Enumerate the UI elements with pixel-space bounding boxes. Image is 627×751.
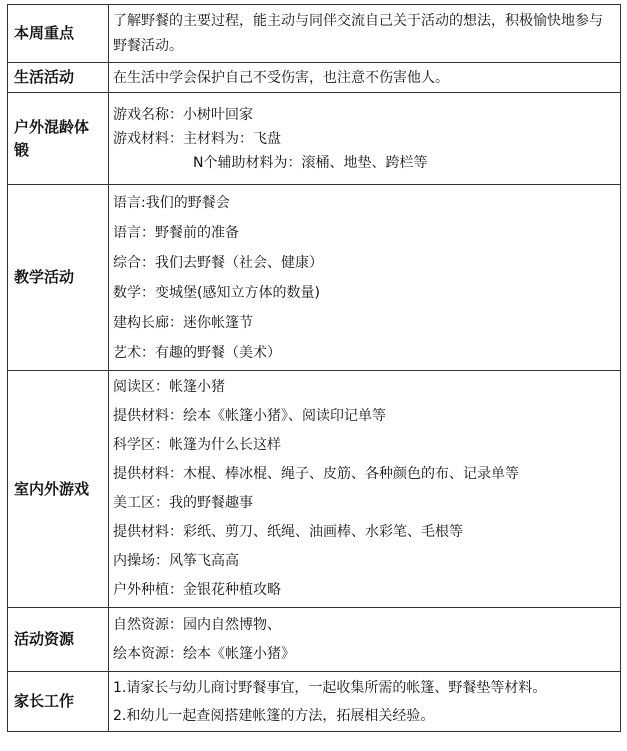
row-content bbox=[109, 608, 621, 672]
row-content bbox=[109, 185, 621, 371]
content-line: N个辅助材料为：滚桶、地垫、跨栏等 bbox=[193, 154, 428, 171]
content-line: 户外种植：金银花种植攻略 bbox=[113, 582, 281, 598]
content-line: 艺术：有趣的野餐（美术） bbox=[113, 344, 281, 361]
row-parent-work bbox=[8, 672, 621, 732]
row-outdoor-exercise bbox=[8, 93, 621, 185]
content-line: 语言:我们的野餐会 bbox=[113, 194, 230, 211]
content-line: 绘本资源：绘本《帐篷小猪》 bbox=[113, 645, 295, 662]
weekly-plan-table bbox=[7, 4, 621, 732]
row-label: 家长工作 bbox=[8, 672, 109, 732]
row-indoor-outdoor-games bbox=[8, 371, 621, 608]
row-content bbox=[109, 371, 621, 608]
row-label: 户外混龄体锻 bbox=[8, 93, 109, 185]
content-line: 提供材料：绘本《帐篷小猪》、阅读印记单等 bbox=[113, 408, 386, 424]
row-daily-life bbox=[8, 63, 621, 93]
content-line: 提供材料：彩纸、剪刀、纸绳、油画棒、水彩笔、毛根等 bbox=[113, 524, 463, 540]
row-weekly-focus bbox=[8, 5, 621, 63]
row-activity-resources bbox=[8, 608, 621, 672]
content-line: 美工区：我的野餐趣事 bbox=[113, 495, 253, 511]
content-line: 阅读区：帐篷小猪 bbox=[113, 379, 225, 395]
content-line: 了解野餐的主要过程，能主动与同伴交流自己关于活动的想法，积极愉快地参与野餐活动。 bbox=[113, 12, 603, 54]
content-line: 1.请家长与幼儿商讨野餐事宜，一起收集所需的帐篷、野餐垫等材料。 bbox=[113, 679, 547, 696]
row-content bbox=[109, 93, 621, 185]
row-label: 活动资源 bbox=[8, 608, 109, 672]
row-content bbox=[109, 672, 621, 732]
content-line: 建构长廊：迷你帐篷节 bbox=[113, 314, 253, 331]
content-line: 提供材料：木棍、棒冰棍、绳子、皮筋、各种颜色的布、记录单等 bbox=[113, 466, 519, 482]
content-line: 游戏材料：主材料为：飞盘 bbox=[113, 130, 281, 147]
content-line: 语言：野餐前的准备 bbox=[113, 224, 239, 241]
row-content bbox=[109, 63, 621, 93]
row-teaching-activities bbox=[8, 185, 621, 371]
content-line: 综合：我们去野餐（社会、健康） bbox=[113, 254, 323, 271]
content-line: 2.和幼儿一起查阅搭建帐篷的方法，拓展相关经验。 bbox=[113, 707, 435, 724]
row-label: 生活活动 bbox=[8, 63, 109, 93]
content-line: 科学区：帐篷为什么长这样 bbox=[113, 437, 281, 453]
row-label: 室内外游戏 bbox=[8, 371, 109, 608]
row-label: 教学活动 bbox=[8, 185, 109, 371]
content-line: 在生活中学会保护自己不受伤害，也注意不伤害他人。 bbox=[113, 69, 449, 86]
content-line: 自然资源：园内自然博物、 bbox=[113, 616, 281, 633]
content-line: 游戏名称：小树叶回家 bbox=[113, 106, 253, 123]
row-label: 本周重点 bbox=[8, 5, 109, 63]
content-line: 数学：变城堡(感知立方体的数量) bbox=[113, 284, 320, 301]
row-content bbox=[109, 5, 621, 63]
content-line: 内操场：风筝飞高高 bbox=[113, 553, 239, 569]
